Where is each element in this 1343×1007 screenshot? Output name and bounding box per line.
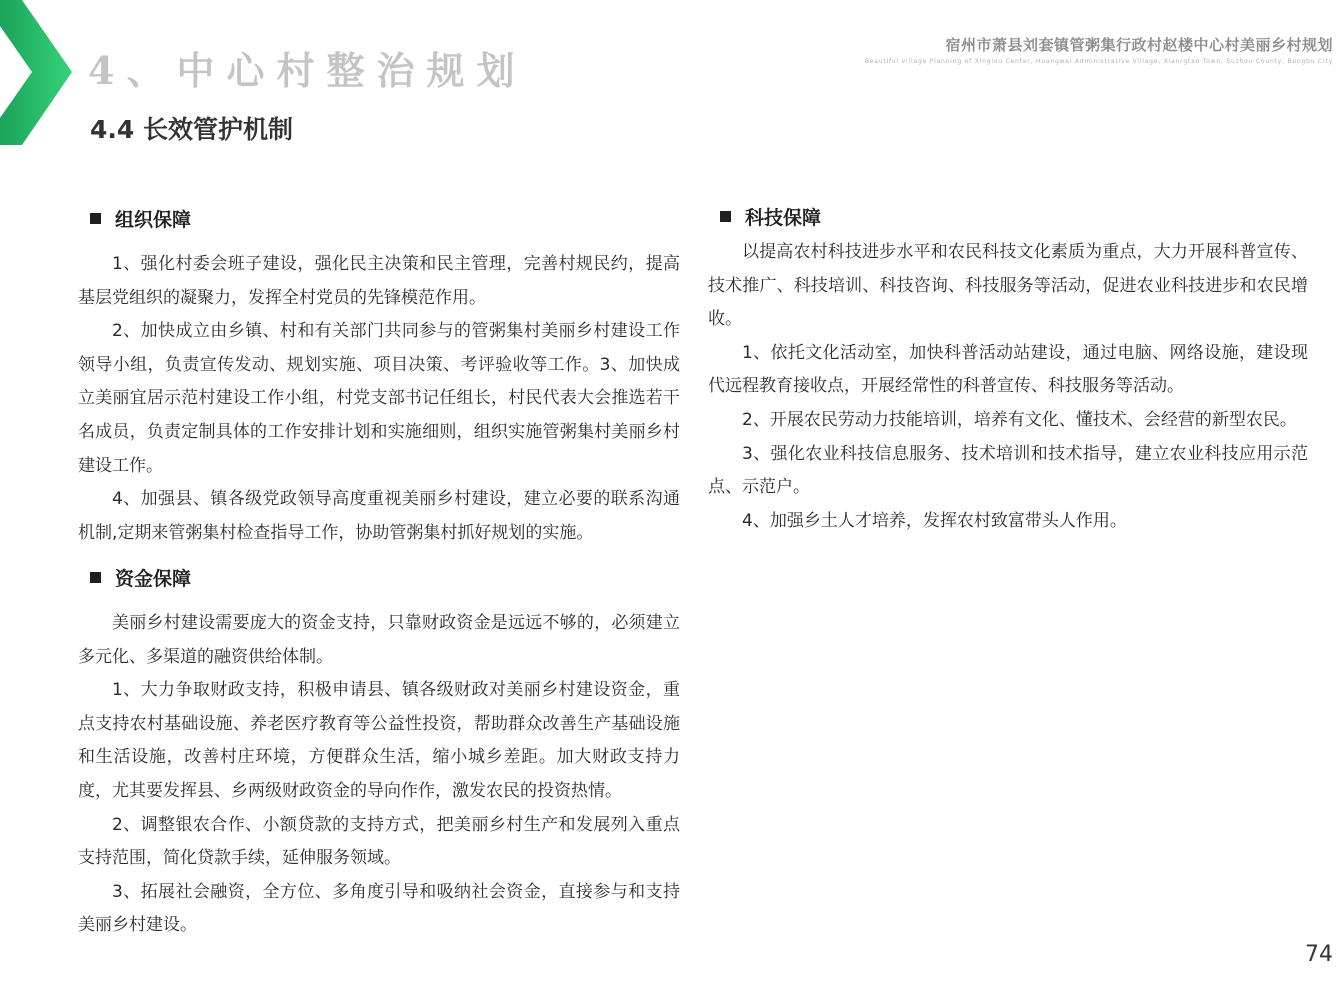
project-title: 宿州市萧县刘套镇管粥集行政村赵楼中心村美丽乡村规划	[945, 36, 1333, 54]
funding-heading-label: 资金保障	[115, 567, 192, 590]
funding-paragraph: 3、拓展社会融资，全方位、多角度引导和吸纳社会资金，直接参与和支持美丽乡村建设。	[78, 881, 680, 936]
organization-heading	[90, 198, 680, 238]
technology-paragraph: 1、依托文化活动室，加快科普活动站建设，通过电脑、网络设施，建设现代远程教育接收点，开展经常性的科普宣传、科技服务等活动。	[708, 342, 1308, 397]
technology-paragraph: 3、强化农业科技信息服务、技术培训和技术指导，建立农业科技应用示范点、示范户。	[708, 443, 1308, 498]
organization-paragraph: 2、加快成立由乡镇、村和有关部门共同参与的管粥集村美丽乡村建设工作领导小组，负责宣传发动、规划实施、项目决策、考评验收等工作。3、加快成立美丽宜居示范村建设工作小组，村党支部书记任组长，村民代表大会推选若干名成员，负责定制具体的工作安排计划和实施细则，组织实施管粥集村美丽乡村建设工作。	[78, 321, 680, 476]
technology-paragraph: 以提高农村科技进步水平和农民科技文化素质为重点，大力开展科普宣传、技术推广、科技培训、科技咨询、科技服务等活动，促进农业科技进步和农民增收。	[708, 242, 1308, 330]
project-subtitle: Beautiful village Planning of Xinglou Center, Huangwei Administrative Village, Xianrgtao Town, Suzhou County, Bengbu City	[864, 58, 1333, 65]
square-bullet-icon	[90, 213, 101, 224]
technology-paragraph: 2、开展农民劳动力技能培训，培养有文化、懂技术、会经营的新型农民。	[742, 409, 1297, 430]
funding-block	[78, 557, 680, 943]
technology-heading-label: 科技保障	[745, 206, 822, 229]
chapter-title: 4、中心村整治规划	[88, 48, 527, 93]
technology-block	[708, 196, 1308, 538]
square-bullet-icon	[720, 211, 731, 222]
technology-heading	[720, 196, 1308, 236]
page-number: 74	[1305, 942, 1333, 967]
funding-paragraph: 1、大力争取财政支持，积极申请县、镇各级财政对美丽乡村建设资金，重点支持农村基础设施、养老医疗教育等公益性投资，帮助群众改善生产基础设施和生活设施，改善村庄环境，方便群众生活，缩小城乡差距。加大财政支持力度，尤其要发挥县、乡两级财政资金的导向作作，激发农民的投资热情。	[78, 680, 680, 801]
organization-paragraph: 1、强化村委会班子建设，强化民主决策和民主管理，完善村规民约，提高基层党组织的凝聚力，发挥全村党员的先锋模范作用。	[78, 254, 680, 308]
funding-paragraph: 2、调整银农合作、小额贷款的支持方式，把美丽乡村生产和发展列入重点支持范围，简化贷款手续，延伸服务领域。	[78, 814, 680, 869]
chevron-logo-icon	[0, 0, 80, 145]
technology-paragraph: 4、加强乡土人才培养，发挥农村致富带头人作用。	[742, 510, 1127, 531]
organization-block	[78, 198, 680, 550]
funding-paragraph: 美丽乡村建设需要庞大的资金支持，只靠财政资金是远远不够的，必须建立多元化、多渠道的融资供给体制。	[78, 613, 680, 667]
square-bullet-icon	[90, 572, 101, 583]
organization-paragraph: 4、加强县、镇各级党政领导高度重视美丽乡村建设，建立必要的联系沟通机制,定期来管粥集村检查指导工作，协助管粥集村抓好规划的实施。	[78, 489, 680, 543]
funding-heading	[90, 557, 680, 597]
section-title: 4.4 长效管护机制	[90, 115, 293, 144]
organization-heading-label: 组织保障	[115, 208, 192, 231]
